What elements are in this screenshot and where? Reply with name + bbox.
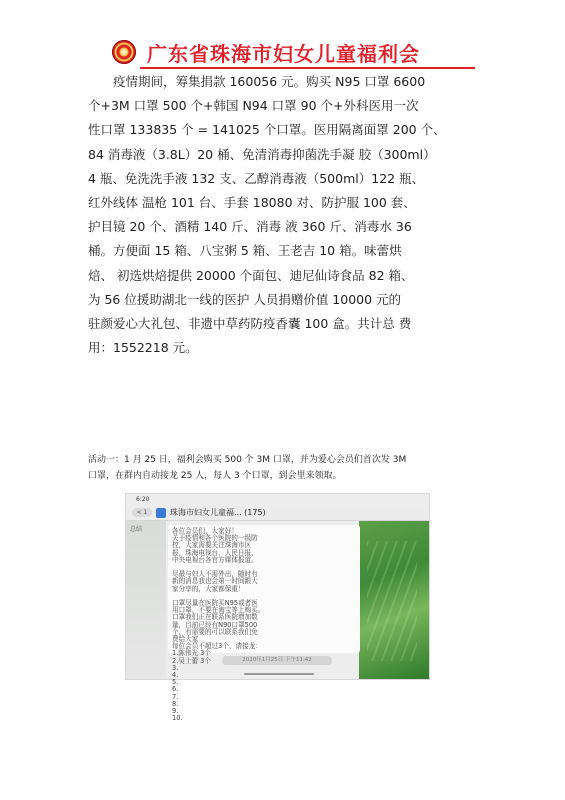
activity-caption	[88, 452, 488, 484]
paragraph-line: 疫情期间，筹集捐款 160056 元。购买 N95 口罩 6600	[88, 74, 426, 89]
message-line: 2.吴士蕾 3个	[172, 656, 211, 665]
message-line: 用口罩，不要在淘宝等上购买。	[172, 606, 265, 615]
paragraph-line: 4 瓶、免洗洗手液 132 支、乙醇消毒液（500ml）122 瓶、	[88, 170, 425, 186]
donation-summary-paragraph	[88, 70, 488, 360]
paragraph-line: 桶。方便面 15 箱、八宝粥 5 箱、王老吉 10 箱。味蕾烘	[88, 243, 402, 259]
message-line: 8.	[172, 699, 179, 708]
message-line: 量，目前已经有N90口罩500	[172, 620, 258, 629]
paragraph-line: 用：1552218 元。	[88, 340, 198, 356]
paragraph-line: 焙、 初选烘焙提供 20000 个面包、迪尼仙诗食品 82 箱、	[88, 267, 414, 283]
paragraph-line: 个+3M 口罩 500 个+韩国 N94 口罩 90 个+外科医用一次	[88, 98, 419, 114]
message-line: 每位会员不超过3个，请接龙：	[172, 642, 262, 651]
message-line: 4.	[172, 671, 179, 680]
message-line: 尽最与妇人不需外出，随时有	[172, 570, 258, 579]
message-line: 个，有需要的可以联系我们免	[172, 627, 258, 636]
message-line: 家分享的，大家都保重！	[172, 584, 245, 593]
chat-side-panel	[126, 521, 166, 679]
message-line: 口罩尽量在医院买N95或者医	[172, 599, 258, 608]
welfare-association-logo-icon	[112, 40, 136, 64]
page-header	[112, 36, 492, 70]
message-line: 费给大家	[172, 635, 199, 644]
message-line: 口罩我们正在联系医院增加数	[172, 613, 258, 622]
title-underline	[140, 67, 475, 69]
message-line: 1.陈伟光 3个	[172, 649, 211, 658]
message-line: 控，大家需要关注珠海市区	[172, 541, 252, 550]
message-line: 5.	[172, 678, 179, 687]
message-line: 9.	[172, 707, 179, 716]
side-tag: 总结	[130, 526, 143, 533]
message-line: 7.	[172, 692, 179, 701]
activity-line: 活动一：1 月 25 日，福利会购买 500 个 3M 口罩，并为爱心会员们首次发 3M	[88, 455, 407, 465]
message-line: 3.	[172, 663, 179, 672]
message-timestamp: 2020年1月25日 下午11:42	[222, 656, 332, 665]
chat-title: 珠海市妇女儿童福... (175)	[170, 508, 266, 517]
chat-title-bar	[126, 506, 429, 521]
paragraph-line: 性口罩 133835 个 = 141025 个口罩。医用隔离面罩 200 个、	[88, 122, 446, 138]
message-line: 关于疫情和各个医院的一级防	[172, 534, 258, 543]
message-line: 10.	[172, 714, 183, 723]
paragraph-line: 驻颜爱心大礼包、非遗中草药防疫香囊 100 盒。共计总 费	[88, 316, 412, 332]
page-title: 广东省珠海市妇女儿童福利会	[147, 42, 420, 66]
background-photo	[359, 521, 429, 679]
home-indicator	[244, 673, 314, 675]
group-chat-icon	[156, 508, 166, 518]
paragraph-line: 为 56 位援助湖北一线的医护 人员捐赠价值 10000 元的	[88, 291, 402, 307]
paragraph-line: 护目镜 20 个、酒精 140 斤、消毒 液 360 斤、消毒水 36	[88, 219, 412, 235]
phone-status-bar: 6:20	[136, 496, 150, 503]
message-line: 报，珠海电视台，人民日报，	[172, 548, 258, 557]
paragraph-line: 红外线体 温枪 101 台、手套 18080 对、防护服 100 套、	[88, 195, 416, 211]
message-line: 6.	[172, 685, 179, 694]
wechat-chat-screenshot	[125, 493, 430, 723]
back-button: < 1	[132, 508, 152, 517]
activity-line: 口罩，在群内自动接龙 25 人，每人 3 个口罩，到会里来领取。	[88, 471, 342, 481]
message-line: 各位会员们，大家好！	[172, 527, 238, 535]
message-line: 中央电视台各官方媒体报道。	[172, 555, 258, 564]
paragraph-line: 84 消毒液（3.8L）20 桶、免清消毒抑菌洗手凝 胶（300ml）	[88, 146, 436, 162]
message-line: 新的消息我也会第一时间跟大	[172, 577, 258, 586]
